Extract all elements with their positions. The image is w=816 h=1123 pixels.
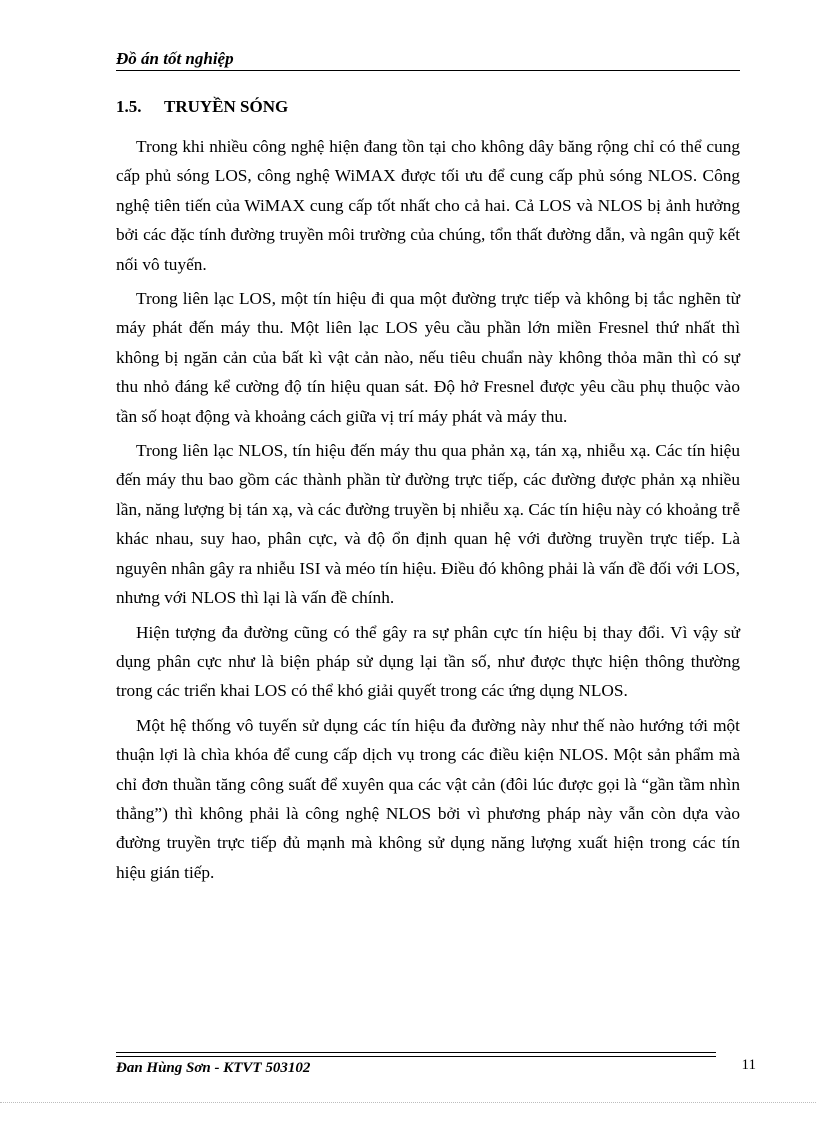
paragraph-1: Trong khi nhiều công nghệ hiện đang tồn tại cho không dây băng rộng chỉ có thể cung cấp phủ sóng LOS, công nghệ WiMAX được tối ưu để cung cấp phủ sóng NLOS. Công nghệ tiên tiến của WiMAX cung cấp tốt nhất cho cả hai. Cả LOS và NLOS bị ảnh hưởng bởi các đặc tính đường truyền môi trường của chúng, tổn thất đường dẫn, và ngân quỹ kết nối vô tuyến. bbox=[116, 137, 740, 274]
page-number: 11 bbox=[741, 1057, 756, 1073]
section-heading bbox=[116, 96, 288, 118]
footer-author: Đan Hùng Sơn - KTVT 503102 bbox=[116, 1060, 311, 1076]
footer-rule-bottom bbox=[116, 1056, 716, 1057]
section-title: TRUYỀN SÓNG bbox=[164, 97, 289, 116]
paragraph-2: Trong liên lạc LOS, một tín hiệu đi qua một đường trực tiếp và không bị tắc nghẽn từ máy phát đến máy thu. Một liên lạc LOS yêu cầu phần lớn miền Fresnel thứ nhất thì không bị ngăn cản của bất kì vật cản nào, nếu tiêu chuẩn này không thỏa mãn thì có sự thu nhỏ đáng kể cường độ tín hiệu quan sát. Độ hở Fresnel được yêu cầu phụ thuộc vào tần số hoạt động và khoảng cách giữa vị trí máy phát và máy thu. bbox=[116, 289, 740, 426]
paragraph-5: Một hệ thống vô tuyến sử dụng các tín hiệu đa đường này như thế nào hướng tới một thuận lợi là chìa khóa để cung cấp dịch vụ trong các điều kiện NLOS. Một sản phẩm mà chỉ đơn thuần tăng công suất để xuyên qua các vật cản (đôi lúc được gọi là “gần tầm nhìn thẳng”) thì không phải là công nghệ NLOS bởi vì phương pháp này vẫn còn dựa vào đường truyền trực tiếp đủ mạnh mà không sử dụng năng lượng xuất hiện trong các tín hiệu gián tiếp. bbox=[116, 715, 740, 882]
header-title: Đồ án tốt nghiệp bbox=[116, 49, 234, 68]
section-number: 1.5. bbox=[116, 97, 142, 116]
paragraph-4: Hiện tượng đa đường cũng có thể gây ra sự phân cực tín hiệu bị thay đổi. Vì vậy sử dụng phân cực như là biện pháp sử dụng lại tần số, như được thực hiện thông thường trong các triển khai LOS có thể khó giải quyết trong các ứng dụng NLOS. bbox=[116, 622, 740, 701]
paragraph-3: Trong liên lạc NLOS, tín hiệu đến máy thu qua phản xạ, tán xạ, nhiễu xạ. Các tín hiệu đến máy thu bao gồm các thành phần từ đường trực tiếp, các đường được phản xạ nhiều lần, năng lượng bị tán xạ, và các đường truyền bị nhiễu xạ. Các tín hiệu này có khoảng trễ khác nhau, suy hao, phân cực, và độ ổn định quan hệ với đường truyền trực tiếp. Là nguyên nhân gây ra nhiễu ISI và méo tín hiệu. Điều đó không phải là vấn đề đối với LOS, nhưng với NLOS thì lại là vấn đề chính. bbox=[116, 441, 740, 608]
page-header bbox=[116, 48, 740, 71]
footer-rule-top bbox=[116, 1052, 716, 1053]
body-text bbox=[116, 132, 740, 892]
page-edge-divider bbox=[0, 1102, 816, 1103]
